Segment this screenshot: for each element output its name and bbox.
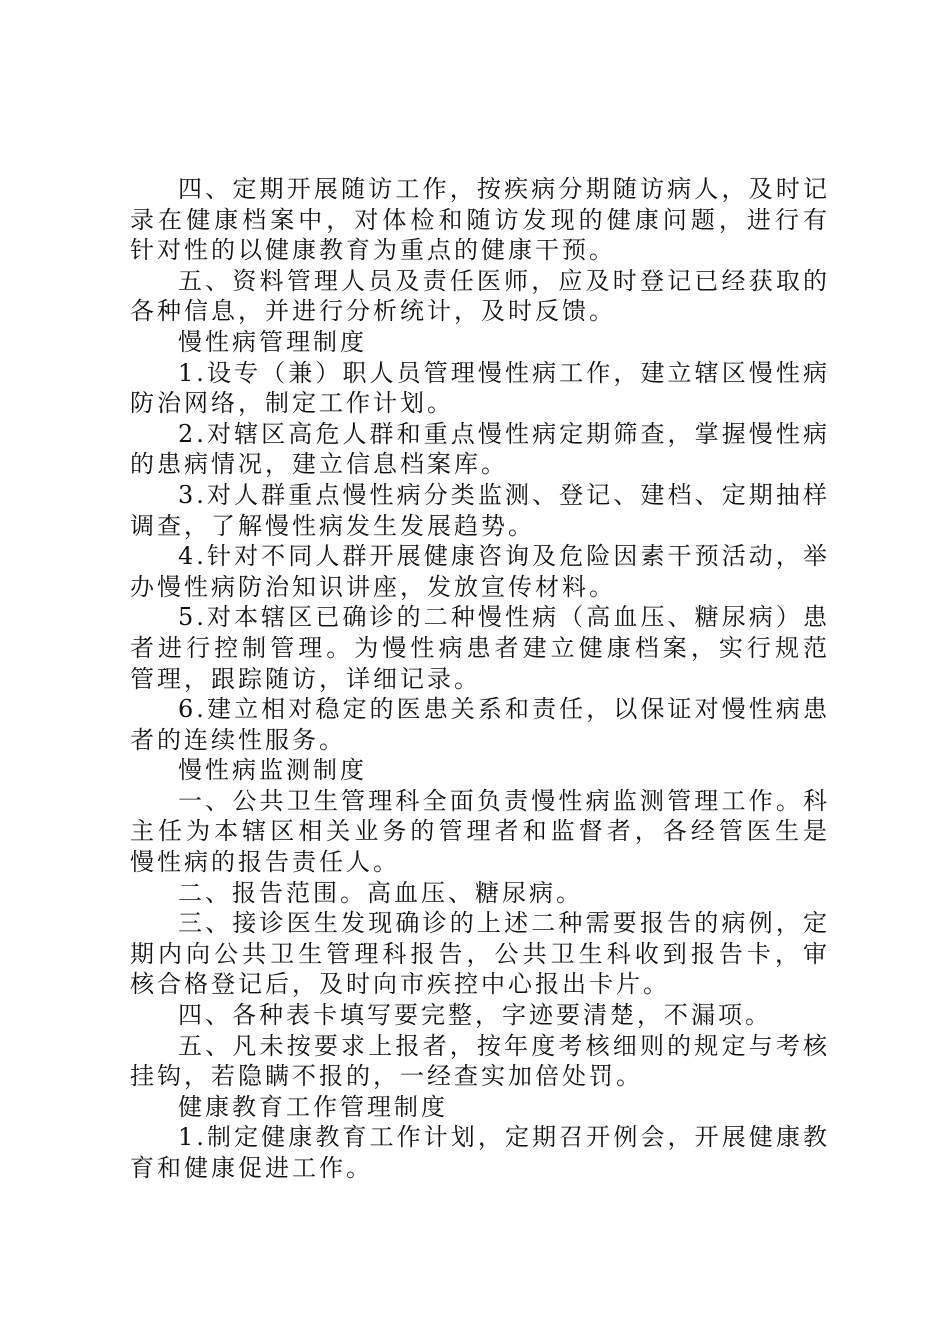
document-body (130, 174, 830, 1184)
section-heading-chronic-disease-monitoring: 慢性病监测制度 (178, 756, 367, 785)
paragraph-management-1: 1.设专（兼）职人员管理慢性病工作，建立辖区慢性病防治网络，制定工作计划。 (130, 358, 830, 418)
paragraph-monitoring-3: 三、接诊医生发现确诊的上述二种需要报告的病例，定期内向公共卫生管理科报告，公共卫生科收到报告卡，审核合格登记后，及时向市疾控中心报出卡片。 (130, 909, 830, 999)
paragraph-followup-work: 四、定期开展随访工作，按疾病分期随访病人，及时记录在健康档案中，对体检和随访发现的健康问题，进行有针对性的以健康教育为重点的健康干预。 (130, 175, 830, 265)
paragraph-health-education-1: 1.制定健康教育工作计划，定期召开例会，开展健康教育和健康促进工作。 (130, 1123, 830, 1182)
paragraph-management-4: 4.针对不同人群开展健康咨询及危险因素干预活动，举办慢性病防治知识讲座，发放宣传材料。 (130, 542, 830, 601)
paragraph-data-management: 五、资料管理人员及责任医师，应及时登记已经获取的各种信息，并进行分析统计，及时反馈。 (130, 266, 830, 326)
paragraph-management-5: 5.对本辖区已确诊的二种慢性病（高血压、糖尿病）患者进行控制管理。为慢性病患者建立健康档案，实行规范管理，跟踪随访，详细记录。 (130, 603, 830, 693)
section-heading-chronic-disease-management: 慢性病管理制度 (178, 327, 367, 356)
paragraph-monitoring-1: 一、公共卫生管理科全面负责慢性病监测管理工作。科主任为本辖区相关业务的管理者和监督者，各经管医生是慢性病的报告责任人。 (130, 786, 830, 877)
paragraph-management-6: 6.建立相对稳定的医患关系和责任，以保证对慢性病患者的连续性服务。 (130, 695, 830, 754)
paragraph-management-3: 3.对人群重点慢性病分类监测、登记、建档、定期抽样调查，了解慢性病发生发展趋势。 (130, 480, 830, 540)
paragraph-monitoring-2: 二、报告范围。高血压、糖尿病。 (178, 878, 583, 907)
paragraph-management-2: 2.对辖区高危人群和重点慢性病定期筛查，掌握慢性病的患病情况，建立信息档案库。 (130, 419, 830, 479)
section-heading-health-education: 健康教育工作管理制度 (178, 1092, 448, 1121)
paragraph-monitoring-5: 五、凡未按要求上报者，按年度考核细则的规定与考核挂钩，若隐瞒不报的，一经查实加倍处罚。 (130, 1031, 830, 1091)
paragraph-monitoring-4: 四、各种表卡填写要完整，字迹要清楚，不漏项。 (178, 1001, 772, 1030)
